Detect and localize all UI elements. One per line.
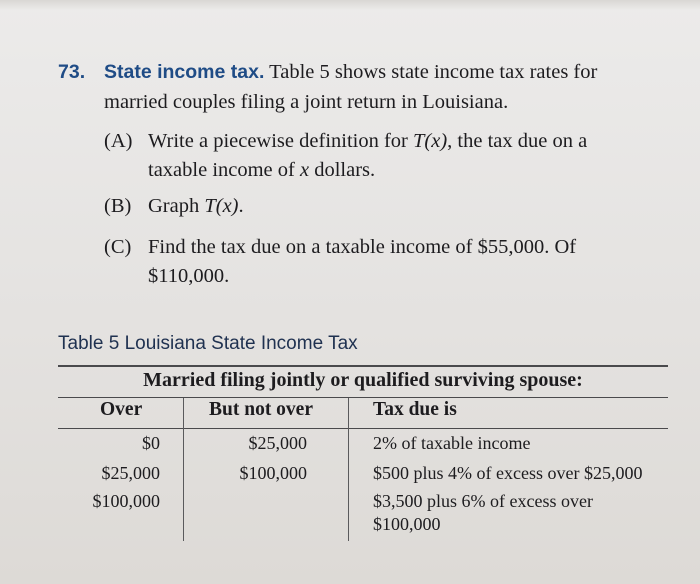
problem-header <box>58 57 668 87</box>
part-a <box>104 127 664 185</box>
part-text: . <box>238 195 244 217</box>
column-header-over: Over <box>100 399 143 420</box>
problem-intro-line1: Table 5 shows state income tax rates for <box>269 61 598 83</box>
column-divider <box>183 398 184 541</box>
part-text: Write a piecewise definition for <box>148 130 413 152</box>
cell-over: $25,000 <box>101 463 160 483</box>
part-text: dollars. <box>309 159 376 181</box>
problem-intro-line2: married couples filing a joint return in Louisiana. <box>104 91 509 113</box>
part-text: $110,000. <box>148 265 230 287</box>
part-text: Find the tax due on a taxable income of $55,000. Of <box>148 236 577 258</box>
math-variable: x <box>299 159 310 181</box>
cell-tax-due-continued: $100,000 <box>373 514 441 534</box>
problem-title: State income tax. <box>104 61 265 83</box>
column-header-rule <box>58 428 668 429</box>
cell-over: $0 <box>142 433 160 453</box>
column-header-but-not-over: But not over <box>209 399 313 420</box>
cell-tax-due: $500 plus 4% of excess over $25,000 <box>373 463 643 483</box>
cell-tax-due: $3,500 plus 6% of excess over <box>373 491 593 511</box>
cell-over: $100,000 <box>92 491 160 511</box>
cell-tax-due: 2% of taxable income <box>373 433 531 453</box>
page-top-edge <box>0 0 700 10</box>
table-heading: Married filing jointly or qualified surviving spouse: <box>143 369 583 391</box>
table-caption <box>58 333 358 355</box>
cell-not-over: $100,000 <box>239 463 307 483</box>
part-c <box>104 233 664 291</box>
part-text: , the tax due on a <box>447 130 588 152</box>
cell-not-over: $25,000 <box>248 433 307 453</box>
math-expression: T(x) <box>413 130 448 152</box>
table-heading-rule <box>58 397 668 398</box>
part-label: (C) <box>104 236 132 258</box>
column-header-tax-due: Tax due is <box>373 399 457 420</box>
math-expression: T(x) <box>204 195 239 217</box>
problem-number: 73. <box>58 61 86 83</box>
table-top-rule <box>58 365 668 367</box>
table-caption-title: Louisiana State Income Tax <box>124 333 358 354</box>
part-text: taxable income of <box>148 159 300 181</box>
column-divider <box>348 398 349 541</box>
table-caption-label: Table 5 <box>58 333 120 354</box>
part-label: (A) <box>104 130 133 152</box>
part-text: Graph <box>148 195 205 217</box>
part-b <box>104 192 664 221</box>
problem-73 <box>58 57 668 117</box>
part-label: (B) <box>104 195 132 217</box>
